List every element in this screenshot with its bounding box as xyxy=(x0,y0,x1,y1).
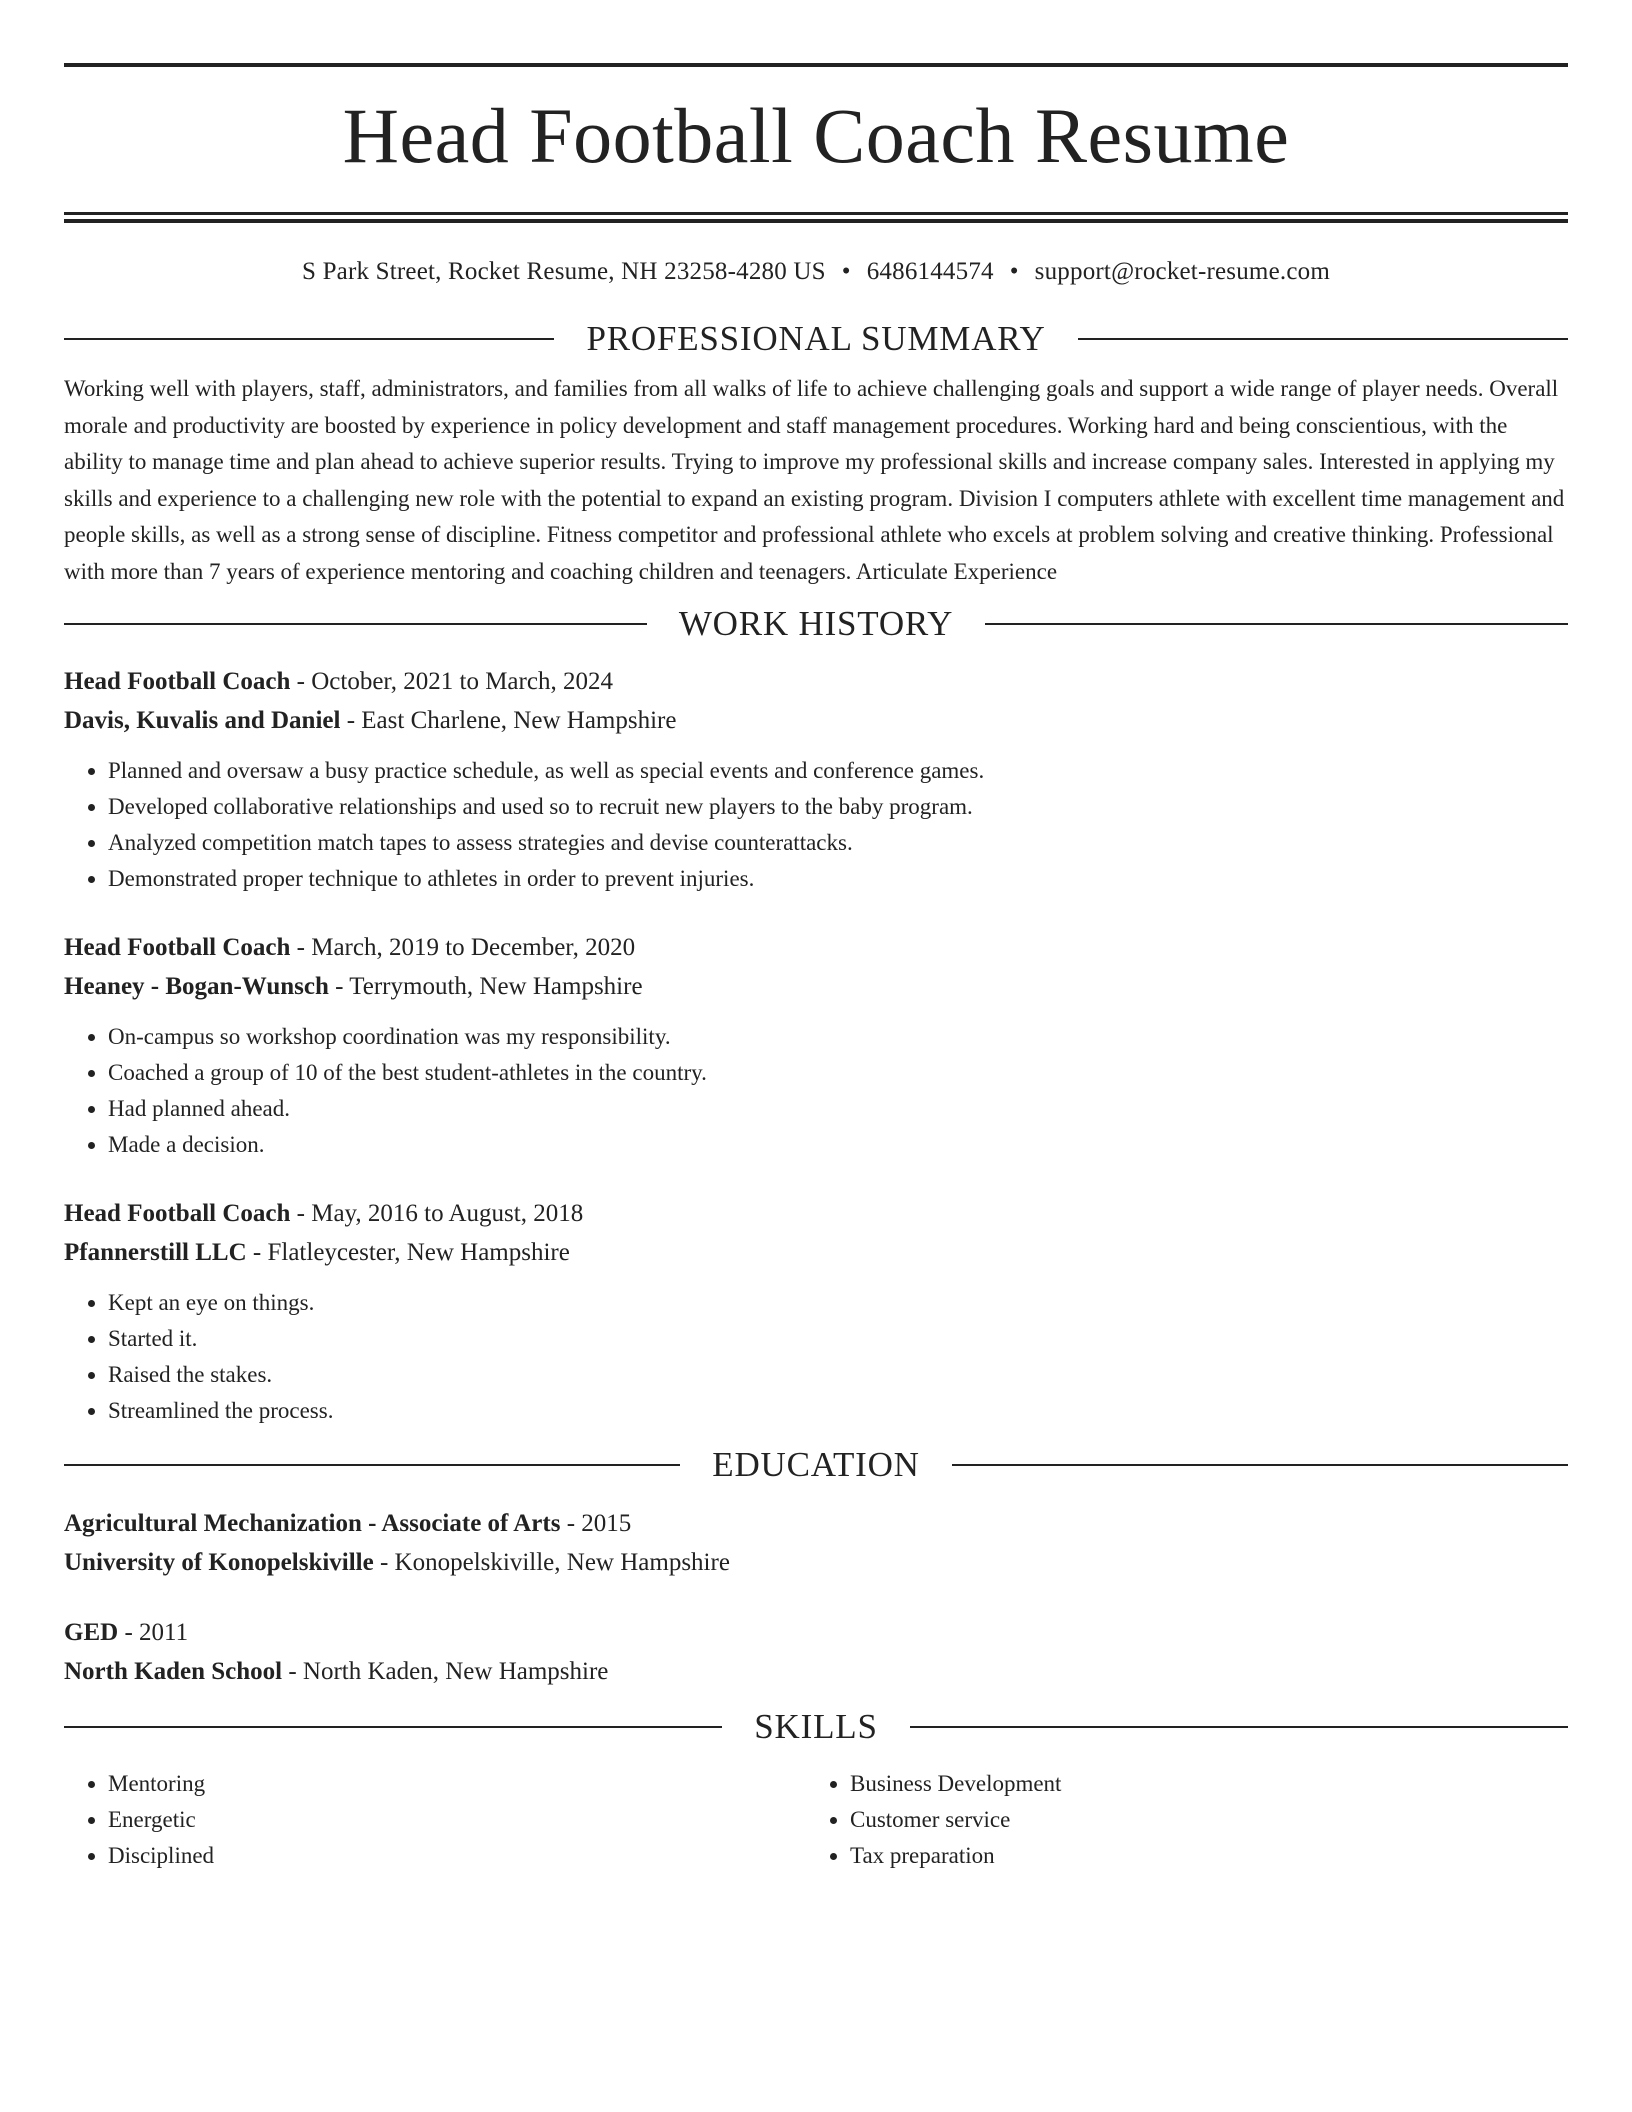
skills-bullets xyxy=(806,1766,1548,1874)
heading-rule xyxy=(64,1464,680,1466)
job-title-line xyxy=(64,1194,1568,1233)
heading-rule xyxy=(64,338,554,340)
education-school-line xyxy=(64,1543,1568,1582)
title-double-rule xyxy=(64,212,1568,223)
education-year: - 2011 xyxy=(118,1619,189,1646)
contact-phone: 6486144574 xyxy=(866,258,994,285)
job-entry xyxy=(64,1194,1568,1429)
job-location: - Flatleycester, New Hampshire xyxy=(246,1239,570,1266)
list-item: • Streamlined the process. xyxy=(108,1393,1568,1429)
job-dates: - October, 2021 to March, 2024 xyxy=(290,668,613,695)
list-item: • Demonstrated proper technique to athletes in order to prevent injuries. xyxy=(108,861,1568,897)
section-heading-label: WORK HISTORY xyxy=(678,604,954,643)
job-location: - East Charlene, New Hampshire xyxy=(340,707,677,734)
job-company-line xyxy=(64,701,1568,740)
heading-rule xyxy=(985,623,1568,625)
list-item: • Planned and oversaw a busy practice schedule, as well as special events and conference games. xyxy=(108,753,1568,789)
skill-item: • Customer service xyxy=(850,1802,1548,1838)
section-heading-summary xyxy=(64,319,1568,359)
heading-rule xyxy=(1078,338,1568,340)
job-company-line xyxy=(64,967,1568,1006)
list-item: • Started it. xyxy=(108,1321,1568,1357)
list-item: • On-campus so workshop coordination was my responsibility. xyxy=(108,1019,1568,1055)
list-item: • Had planned ahead. xyxy=(108,1091,1568,1127)
job-bullets xyxy=(64,1019,1568,1163)
skill-item: • Tax preparation xyxy=(850,1838,1548,1874)
job-dates: - March, 2019 to December, 2020 xyxy=(290,934,636,961)
job-title: Head Football Coach xyxy=(64,668,291,695)
contact-line xyxy=(64,257,1568,287)
heading-rule xyxy=(910,1726,1568,1728)
list-item: • Developed collaborative relationships and used so to recruit new players to the baby program. xyxy=(108,789,1568,825)
job-company-line xyxy=(64,1233,1568,1272)
page-title: Head Football Coach Resume xyxy=(342,92,1290,179)
skill-item: • Mentoring xyxy=(108,1766,806,1802)
job-bullets xyxy=(64,1285,1568,1429)
section-heading-label: PROFESSIONAL SUMMARY xyxy=(586,319,1046,358)
section-heading-label: EDUCATION xyxy=(712,1445,920,1484)
job-title-line xyxy=(64,928,1568,967)
education-entry xyxy=(64,1613,1568,1691)
section-heading-skills xyxy=(64,1707,1568,1747)
job-location: - Terrymouth, New Hampshire xyxy=(328,973,643,1000)
education-degree: GED xyxy=(64,1619,119,1646)
resume-page xyxy=(64,63,1568,1874)
education-year: - 2015 xyxy=(560,1510,632,1537)
job-bullets xyxy=(64,753,1568,897)
education-school-line xyxy=(64,1652,1568,1691)
education-degree: Agricultural Mechanization - Associate of Arts xyxy=(64,1510,561,1537)
contact-email: support@rocket-resume.com xyxy=(1034,258,1330,285)
job-entry xyxy=(64,928,1568,1163)
education-school: University of Konopelskiville xyxy=(64,1549,374,1576)
education-degree-line xyxy=(64,1504,1568,1543)
education-degree-line xyxy=(64,1613,1568,1652)
section-heading-education xyxy=(64,1445,1568,1485)
list-item: • Kept an eye on things. xyxy=(108,1285,1568,1321)
contact-address: S Park Street, Rocket Resume, NH 23258-4280 US xyxy=(302,258,826,285)
job-entry xyxy=(64,662,1568,897)
list-item: • Made a decision. xyxy=(108,1127,1568,1163)
job-title: Head Football Coach xyxy=(64,1200,291,1227)
skill-item: • Business Development xyxy=(850,1766,1548,1802)
education-location: - Konopelskiville, New Hampshire xyxy=(373,1549,730,1576)
job-company: Pfannerstill LLC xyxy=(64,1239,247,1266)
job-company: Heaney - Bogan-Wunsch xyxy=(64,973,329,1000)
top-rule xyxy=(64,63,1568,67)
list-item: • Coached a group of 10 of the best student-athletes in the country. xyxy=(108,1055,1568,1091)
section-heading-work xyxy=(64,604,1568,644)
list-item: • Analyzed competition match tapes to assess strategies and devise counterattacks. xyxy=(108,825,1568,861)
contact-separator: • xyxy=(841,258,851,285)
education-school: North Kaden School xyxy=(64,1658,283,1685)
skills-bullets xyxy=(64,1766,806,1874)
heading-rule xyxy=(64,623,647,625)
skill-item: • Disciplined xyxy=(108,1838,806,1874)
skills-column-right xyxy=(806,1766,1548,1874)
heading-rule xyxy=(64,1726,722,1728)
education-entry xyxy=(64,1504,1568,1582)
list-item: • Raised the stakes. xyxy=(108,1357,1568,1393)
summary-paragraph: Working well with players, staff, administrators, and families from all walks of life to achieve challenging goals and support a wide range of player needs. Overall morale and productivity are boosted by experience in policy development and staff management procedures. Working hard and being conscientious, with the ability to manage time and plan ahead to achieve superior results. Trying to improve my professional skills and increase company sales. Interested in applying my skills and experience to a challenging new role with the potential to expand an existing program. Division I computers athlete with excellent time management and people skills, as well as a strong sense of discipline. Fitness competitor and professional athlete who excels at problem solving and creative thinking. Professional with more than 7 years of experience mentoring and coaching children and teenagers. Articulate Experience xyxy=(64,376,1565,584)
heading-rule xyxy=(952,1464,1568,1466)
job-company: Davis, Kuvalis and Daniel xyxy=(64,707,341,734)
skill-item: • Energetic xyxy=(108,1802,806,1838)
skills-list xyxy=(64,1766,1568,1874)
education-location: - North Kaden, New Hampshire xyxy=(282,1658,609,1685)
job-title: Head Football Coach xyxy=(64,934,291,961)
skills-column-left xyxy=(64,1766,806,1874)
job-dates: - May, 2016 to August, 2018 xyxy=(290,1200,584,1227)
job-title-line xyxy=(64,662,1568,701)
contact-separator: • xyxy=(1009,258,1019,285)
section-heading-label: SKILLS xyxy=(754,1707,878,1746)
